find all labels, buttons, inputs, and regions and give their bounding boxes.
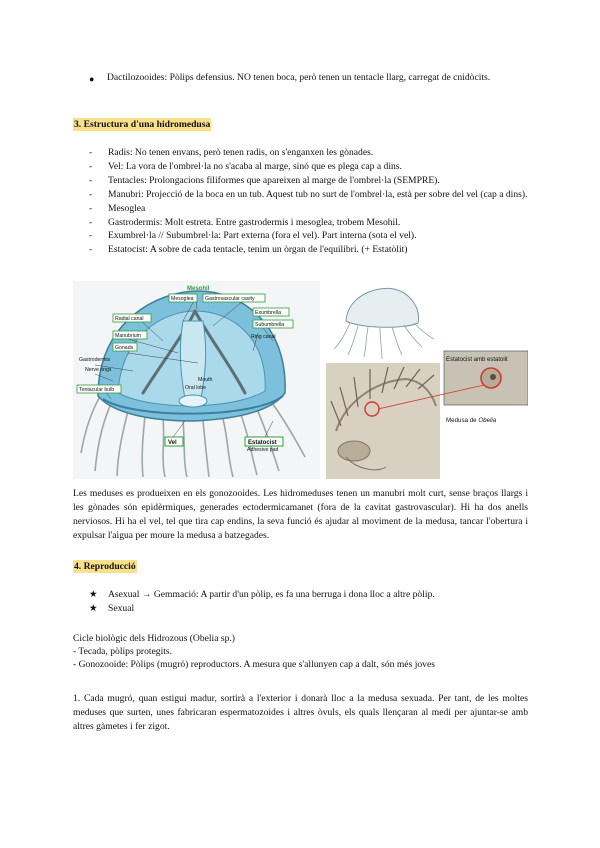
star-icon: ★	[89, 589, 98, 600]
list-item: - Manubri: Projecció de la boca en un tub. Aquest tub no surt de l'ombrel·la, està per sobre del vel (cap a dins).	[89, 188, 529, 202]
label-nerve-rings: Nerve rings	[85, 367, 112, 373]
photo-caption: Medusa de Obelia	[446, 417, 497, 424]
list-item: - Vel: La vora de l'ombrel·la no s'acaba al marge, sinó que es plega cap a dins.	[89, 160, 529, 174]
cycle-title: Cicle biològic dels Hidrozous (Obelia sp.)	[73, 633, 235, 644]
inset-label: Estatocist amb estatolit	[446, 357, 508, 363]
list-item: ★ Sexual	[89, 603, 135, 614]
section-3-heading: 3. Estructura d'una hidromedusa	[74, 119, 211, 130]
list-item: - Estatocist: A sobre de cada tentacle, tenim un òrgan de l'equilibri. (+ Estatòlit)	[89, 243, 529, 257]
label-mesoglea: Mesoglea	[171, 296, 194, 302]
label-ring-canal: Ring canal	[251, 334, 276, 340]
label-adhesive-pad: Adhesive pad	[247, 447, 279, 453]
list-item: ★ Asexual → Gemmació: A partir d'un pòlip, es fa una berruga i dona lloc a altre pòlip.	[89, 589, 435, 600]
paragraph-gonozooides: Les meduses es produeixen en els gonozooides. Les hidromeduses tenen un manubri molt curt, sense braços llargs i les gònades són epidèrmiques, generades ectodermicamanet (fora de la cavitat gastrovascular). Hi ha dos anells nerviosos. Hi ha el vel, tel que tira cap endins, la seva funció és ajudar al moviment de la medusa, tancar l'obertura i expulsar l'aigua per moure la medusa a batzegades.	[73, 488, 528, 541]
obelia-photos-svg	[326, 281, 528, 479]
label-manubrium: Manubrium	[115, 333, 141, 339]
reproduction-list	[89, 588, 435, 616]
hydromedusa-diagram	[73, 281, 320, 479]
paragraph-mugro: 1. Cada mugró, quan estigui madur, sortirà a l'exterior i donarà lloc a la medusa sexuada. Per tant, de les moltes meduses que surten, unes fabricaran espermatozoides i altres òvuls, els quals llençaran al medi per ajuntar-se amb altres gàmetes i fer zigot.	[73, 693, 528, 732]
intro-bullet-text: Dactilozooides: Pòlips defensius. NO tenen boca, però tenen un tentacle llarg, carregat de cnidòcits.	[107, 72, 491, 83]
list-item: - Tentacles: Prolongacions filiformes que apareixen al marge de l'ombrel·la (SEMPRE).	[89, 174, 529, 188]
mouth-illustration	[179, 395, 207, 407]
label-estatocist: Estatocist	[248, 440, 277, 446]
label-mouth: Mouth	[198, 377, 213, 383]
structure-list	[89, 146, 529, 257]
label-tentacular-bulb: Tentacular bulb	[79, 387, 115, 393]
label-radial-canal: Radial canal	[115, 316, 144, 322]
cycle-line-tecada: - Tecada, pòlips protegits.	[73, 646, 173, 657]
obelia-photo-left	[326, 363, 440, 479]
label-exumbrella: Exumbrella	[255, 310, 281, 316]
list-item: - Mesoglea	[89, 202, 529, 216]
star-icon: ★	[89, 603, 98, 614]
label-gonads: Gonads	[115, 345, 134, 351]
bullet-dot-icon: ●	[89, 74, 95, 84]
label-subumbrella: Subumbrella	[255, 322, 285, 328]
figure-row	[73, 281, 528, 481]
list-item: - Exumbrel·la // Subumbrel·la: Part externa (fora el vel). Part interna (sota el vel).	[89, 229, 529, 243]
label-vel: Vel	[168, 440, 177, 446]
cycle-line-gonozooide: - Gonozooide: Pòlips (mugró) reproductors. A mesura que s'allunyen cap a dalt, són més joves	[73, 659, 435, 670]
label-mesohil: Mesohil	[187, 286, 210, 292]
hydromedusa-diagram-svg	[73, 281, 320, 479]
list-item: - Gastrodermis: Molt estreta. Entre gastrodermis i mesoglea, trobem Mesohil.	[89, 216, 529, 230]
obelia-photos	[326, 281, 528, 479]
label-gastrovascular: Gastrovascular cavity	[205, 296, 255, 302]
list-item: - Radis: No tenen envans, però tenen radis, on s'enganxen les gònades.	[89, 146, 529, 160]
label-oral-lobe: Oral lobe	[185, 385, 207, 391]
small-medusa-illustration	[334, 288, 434, 359]
label-gastrodermis: Gastrodermis	[79, 357, 111, 363]
section-4-heading: 4. Reproducció	[74, 561, 136, 572]
